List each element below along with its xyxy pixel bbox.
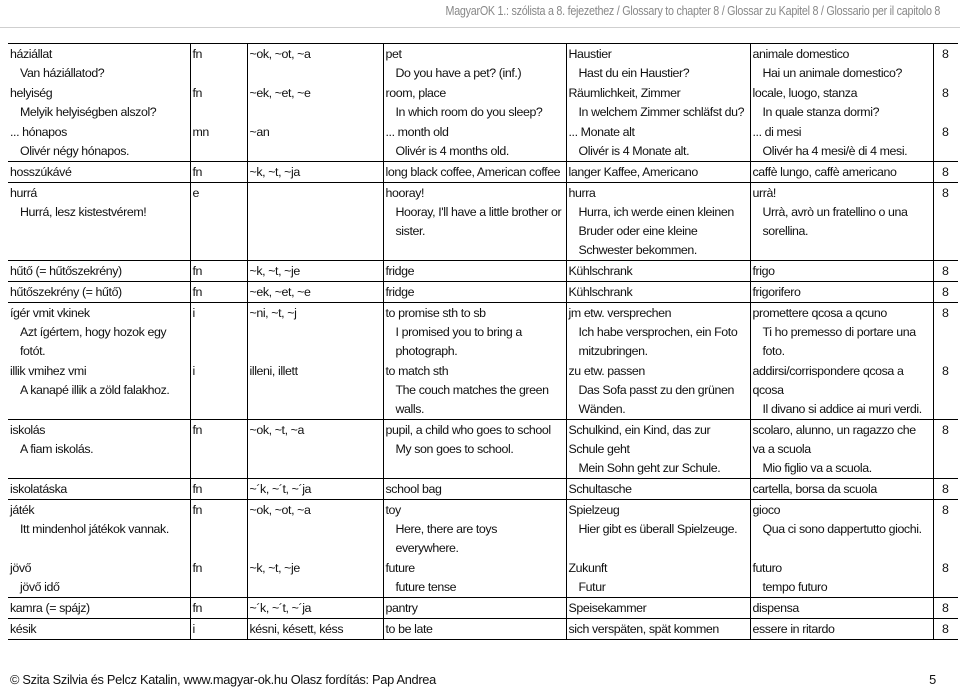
english-term: pet — [385, 47, 402, 61]
cell-forms — [247, 598, 383, 619]
cell-italian — [750, 44, 933, 84]
english-example: Do you have a pet? (inf.) — [395, 66, 522, 80]
part-of-speech-term: fn — [192, 561, 203, 575]
italian-term: scolaro, alunno, un ragazzo che va a scuola — [752, 423, 916, 456]
hungarian-term: ígér vmit vkinek — [10, 306, 90, 320]
cell-part-of-speech — [190, 122, 247, 162]
italian-term: essere in ritardo — [752, 622, 835, 636]
chapter-term: 8 — [942, 601, 949, 615]
cell-english — [383, 303, 566, 362]
cell-forms — [247, 83, 383, 122]
part-of-speech-term: fn — [192, 601, 203, 615]
hungarian-example: Melyik helyiségben alszol? — [20, 105, 157, 119]
german-example: Ich habe versprochen, ein Foto mitzubringen. — [578, 325, 738, 358]
english-term: to match sth — [385, 364, 449, 378]
german-term: jm etw. versprechen — [568, 306, 672, 320]
table-row — [8, 303, 958, 362]
forms-term: ~ok, ~t, ~a — [249, 423, 304, 437]
cell-chapter — [933, 261, 958, 282]
hungarian-example: Itt mindenhol játékok vannak. — [20, 522, 169, 536]
german-term: sich verspäten, spät kommen — [568, 622, 719, 636]
table-row — [8, 183, 958, 261]
table-row — [8, 598, 958, 619]
cell-chapter — [933, 500, 958, 559]
english-term: future — [385, 561, 415, 575]
part-of-speech-term: e — [192, 186, 199, 200]
german-example: Hier gibt es überall Spielzeuge. — [578, 522, 738, 536]
cell-english — [383, 558, 566, 598]
cell-part-of-speech — [190, 420, 247, 479]
cell-german — [566, 44, 750, 84]
forms-term: ~ek, ~et, ~e — [249, 285, 311, 299]
hungarian-term: ... hónapos — [10, 125, 67, 139]
forms-term: késni, késett, késs — [249, 622, 344, 636]
chapter-term: 8 — [942, 285, 949, 299]
chapter-term: 8 — [942, 482, 949, 496]
forms-term: ~´k, ~´t, ~´ja — [249, 601, 312, 615]
cell-italian — [750, 83, 933, 122]
cell-italian — [750, 361, 933, 420]
hungarian-term: hosszúkávé — [10, 165, 72, 179]
italian-example: Qua ci sono dappertutto giochi. — [762, 522, 922, 536]
page-footer — [10, 672, 936, 687]
chapter-term: 8 — [942, 264, 949, 278]
cell-german — [566, 500, 750, 559]
cell-german — [566, 183, 750, 261]
cell-english — [383, 500, 566, 559]
footer-translation: Olasz fordítás: Pap Andrea — [290, 672, 436, 687]
cell-forms — [247, 619, 383, 640]
german-term: Speisekammer — [568, 601, 647, 615]
hungarian-term: hurrá — [10, 186, 37, 200]
cell-forms — [247, 261, 383, 282]
german-example: Hurra, ich werde einen kleinen Bruder oder eine kleine Schwester bekommen. — [578, 205, 734, 257]
german-example: Futur — [578, 580, 606, 594]
table-row — [8, 558, 958, 598]
cell-english — [383, 44, 566, 84]
italian-example: Mio figlio va a scuola. — [762, 461, 872, 475]
cell-hungarian — [8, 598, 190, 619]
forms-term: ~k, ~t, ~ja — [249, 165, 300, 179]
hungarian-term: illik vmihez vmi — [10, 364, 87, 378]
hungarian-example: A fiam iskolás. — [20, 442, 94, 456]
english-term: fridge — [385, 285, 415, 299]
english-term: room, place — [385, 86, 446, 100]
cell-german — [566, 83, 750, 122]
cell-german — [566, 122, 750, 162]
italian-example: Urrà, avrò un fratellino o una sorellina. — [762, 205, 908, 238]
part-of-speech-term: i — [192, 364, 195, 378]
chapter-term: 8 — [942, 306, 949, 320]
english-term: ... month old — [385, 125, 449, 139]
forms-term: ~´k, ~´t, ~´ja — [249, 482, 312, 496]
forms-term: illeni, illett — [249, 364, 298, 378]
german-term: ... Monate alt — [568, 125, 635, 139]
cell-forms — [247, 479, 383, 500]
cell-chapter — [933, 420, 958, 479]
part-of-speech-term: i — [192, 622, 195, 636]
cell-forms — [247, 303, 383, 362]
cell-german — [566, 619, 750, 640]
cell-english — [383, 619, 566, 640]
cell-forms — [247, 361, 383, 420]
cell-hungarian — [8, 558, 190, 598]
table-row — [8, 619, 958, 640]
cell-hungarian — [8, 479, 190, 500]
italian-example: Hai un animale domestico? — [762, 66, 902, 80]
italian-term: promettere qcosa a qcuno — [752, 306, 887, 320]
english-example: I promised you to bring a photograph. — [395, 325, 522, 358]
cell-part-of-speech — [190, 282, 247, 303]
table-row — [8, 282, 958, 303]
italian-term: locale, luogo, stanza — [752, 86, 858, 100]
english-example: future tense — [395, 580, 457, 594]
cell-italian — [750, 303, 933, 362]
cell-english — [383, 261, 566, 282]
cell-hungarian — [8, 282, 190, 303]
italian-term: frigo — [752, 264, 775, 278]
cell-chapter — [933, 282, 958, 303]
glossary-table — [8, 43, 958, 640]
german-term: Kühlschrank — [568, 285, 633, 299]
italian-term: gioco — [752, 503, 781, 517]
hungarian-term: hűtőszekrény (= hűtő) — [10, 285, 122, 299]
cell-forms — [247, 420, 383, 479]
cell-german — [566, 282, 750, 303]
table-row — [8, 162, 958, 183]
part-of-speech-term: mn — [192, 125, 209, 139]
cell-hungarian — [8, 261, 190, 282]
cell-hungarian — [8, 122, 190, 162]
english-term: fridge — [385, 264, 415, 278]
hungarian-term: iskolás — [10, 423, 46, 437]
cell-part-of-speech — [190, 44, 247, 84]
part-of-speech-term: fn — [192, 482, 203, 496]
table-row — [8, 361, 958, 420]
cell-italian — [750, 619, 933, 640]
italian-example: Ti ho premesso di portare una foto. — [762, 325, 916, 358]
part-of-speech-term: i — [192, 306, 195, 320]
italian-example: tempo futuro — [762, 580, 828, 594]
italian-term: animale domestico — [752, 47, 850, 61]
chapter-term: 8 — [942, 364, 949, 378]
cell-german — [566, 162, 750, 183]
cell-italian — [750, 282, 933, 303]
english-example: Hooray, I'll have a little brother or sister. — [395, 205, 562, 238]
hungarian-term: háziállat — [10, 47, 52, 61]
cell-chapter — [933, 558, 958, 598]
italian-term: caffè lungo, caffè americano — [752, 165, 897, 179]
hungarian-example: Olivér négy hónapos. — [20, 144, 130, 158]
part-of-speech-term: fn — [192, 47, 203, 61]
german-example: Das Sofa passt zu den grünen Wänden. — [578, 383, 734, 416]
cell-part-of-speech — [190, 303, 247, 362]
table-row — [8, 420, 958, 479]
hungarian-example: Hurrá, lesz kistestvérem! — [20, 205, 147, 219]
cell-english — [383, 183, 566, 261]
english-term: hooray! — [385, 186, 425, 200]
english-term: school bag — [385, 482, 442, 496]
hungarian-example: Van háziállatod? — [20, 66, 105, 80]
italian-term: frigorifero — [752, 285, 801, 299]
italian-example: Il divano si addice ai muri verdi. — [762, 402, 922, 416]
hungarian-term: jövő — [10, 561, 32, 575]
italian-example: In quale stanza dormi? — [762, 105, 880, 119]
hungarian-term: késik — [10, 622, 37, 636]
english-term: pantry — [385, 601, 418, 615]
forms-term: ~ni, ~t, ~j — [249, 306, 297, 320]
copyright-icon: © — [10, 672, 20, 687]
german-term: Schulkind, ein Kind, das zur Schule geht — [568, 423, 711, 456]
chapter-term: 8 — [942, 125, 949, 139]
english-term: long black coffee, American coffee — [385, 165, 561, 179]
cell-chapter — [933, 162, 958, 183]
cell-hungarian — [8, 44, 190, 84]
cell-chapter — [933, 83, 958, 122]
cell-english — [383, 479, 566, 500]
cell-chapter — [933, 619, 958, 640]
part-of-speech-term: fn — [192, 423, 203, 437]
cell-part-of-speech — [190, 500, 247, 559]
cell-part-of-speech — [190, 598, 247, 619]
cell-german — [566, 361, 750, 420]
german-example: In welchem Zimmer schläfst du? — [578, 105, 745, 119]
english-example: Here, there are toys everywhere. — [395, 522, 498, 555]
forms-term: ~an — [249, 125, 270, 139]
chapter-term: 8 — [942, 503, 949, 517]
hungarian-example: A kanapé illik a zöld falakhoz. — [20, 383, 170, 397]
cell-english — [383, 598, 566, 619]
table-row — [8, 261, 958, 282]
cell-chapter — [933, 122, 958, 162]
cell-hungarian — [8, 303, 190, 362]
german-term: Spielzeug — [568, 503, 620, 517]
part-of-speech-term: fn — [192, 165, 203, 179]
cell-part-of-speech — [190, 361, 247, 420]
cell-german — [566, 598, 750, 619]
cell-forms — [247, 558, 383, 598]
cell-hungarian — [8, 83, 190, 122]
hungarian-term: iskolatáska — [10, 482, 67, 496]
cell-italian — [750, 162, 933, 183]
cell-english — [383, 361, 566, 420]
cell-italian — [750, 500, 933, 559]
italian-example: Olivér ha 4 mesi/è di 4 mesi. — [762, 144, 908, 158]
cell-forms — [247, 162, 383, 183]
german-example: Olivér is 4 Monate alt. — [578, 144, 690, 158]
english-example: My son goes to school. — [395, 442, 514, 456]
table-row — [8, 122, 958, 162]
page-number: 5 — [929, 672, 936, 687]
cell-chapter — [933, 183, 958, 261]
cell-chapter — [933, 303, 958, 362]
cell-italian — [750, 420, 933, 479]
part-of-speech-term: fn — [192, 503, 203, 517]
hungarian-term: helyiség — [10, 86, 53, 100]
cell-english — [383, 83, 566, 122]
hungarian-term: kamra (= spájz) — [10, 601, 90, 615]
cell-part-of-speech — [190, 162, 247, 183]
cell-hungarian — [8, 162, 190, 183]
cell-forms — [247, 500, 383, 559]
cell-chapter — [933, 479, 958, 500]
forms-term: ~ok, ~ot, ~a — [249, 503, 311, 517]
cell-chapter — [933, 361, 958, 420]
cell-hungarian — [8, 500, 190, 559]
cell-german — [566, 420, 750, 479]
cell-forms — [247, 44, 383, 84]
german-term: hurra — [568, 186, 596, 200]
cell-chapter — [933, 44, 958, 84]
italian-term: futuro — [752, 561, 782, 575]
part-of-speech-term: fn — [192, 264, 203, 278]
german-term: langer Kaffee, Americano — [568, 165, 698, 179]
chapter-term: 8 — [942, 186, 949, 200]
cell-chapter — [933, 598, 958, 619]
cell-part-of-speech — [190, 83, 247, 122]
chapter-term: 8 — [942, 561, 949, 575]
chapter-term: 8 — [942, 86, 949, 100]
forms-term: ~ek, ~et, ~e — [249, 86, 311, 100]
cell-part-of-speech — [190, 183, 247, 261]
chapter-term: 8 — [942, 622, 949, 636]
cell-english — [383, 420, 566, 479]
chapter-term: 8 — [942, 47, 949, 61]
part-of-speech-term: fn — [192, 285, 203, 299]
table-row — [8, 500, 958, 559]
cell-part-of-speech — [190, 479, 247, 500]
cell-italian — [750, 183, 933, 261]
english-example: In which room do you sleep? — [395, 105, 543, 119]
german-term: Räumlichkeit, Zimmer — [568, 86, 681, 100]
hungarian-example: jövő idő — [20, 580, 60, 594]
cell-hungarian — [8, 420, 190, 479]
chapter-term: 8 — [942, 165, 949, 179]
cell-german — [566, 303, 750, 362]
footer-authors: Szita Szilvia és Pelcz Katalin, www.magyar-ok.hu — [22, 672, 288, 687]
forms-term: ~k, ~t, ~je — [249, 561, 300, 575]
cell-english — [383, 282, 566, 303]
hungarian-example: Azt ígértem, hogy hozok egy fotót. — [20, 325, 167, 358]
english-example: Olivér is 4 months old. — [395, 144, 509, 158]
table-row — [8, 83, 958, 122]
hungarian-term: hűtő (= hűtőszekrény) — [10, 264, 122, 278]
german-term: zu etw. passen — [568, 364, 645, 378]
cell-hungarian — [8, 183, 190, 261]
german-term: Zukunft — [568, 561, 608, 575]
cell-forms — [247, 282, 383, 303]
italian-term: urrà! — [752, 186, 776, 200]
german-example: Mein Sohn geht zur Schule. — [578, 461, 721, 475]
english-example: The couch matches the green walls. — [395, 383, 549, 416]
german-example: Hast du ein Haustier? — [578, 66, 690, 80]
part-of-speech-term: fn — [192, 86, 203, 100]
cell-forms — [247, 183, 383, 261]
cell-forms — [247, 122, 383, 162]
forms-term: ~ok, ~ot, ~a — [249, 47, 311, 61]
german-term: Schultasche — [568, 482, 632, 496]
cell-italian — [750, 479, 933, 500]
german-term: Kühlschrank — [568, 264, 633, 278]
cell-english — [383, 122, 566, 162]
page-header: MagyarOK 1.: szólista a 8. fejezethez / Glossary to chapter 8 / Glossar zu Kapitel 8 / Glossario per il capitolo 8 — [445, 4, 940, 18]
cell-english — [383, 162, 566, 183]
table-row — [8, 479, 958, 500]
italian-term: cartella, borsa da scuola — [752, 482, 877, 496]
english-term: to promise sth to sb — [385, 306, 486, 320]
english-term: toy — [385, 503, 401, 517]
cell-part-of-speech — [190, 261, 247, 282]
cell-italian — [750, 558, 933, 598]
italian-term: ... di mesi — [752, 125, 802, 139]
german-term: Haustier — [568, 47, 612, 61]
cell-part-of-speech — [190, 619, 247, 640]
italian-term: dispensa — [752, 601, 799, 615]
header-divider — [0, 27, 960, 28]
cell-german — [566, 261, 750, 282]
cell-german — [566, 479, 750, 500]
cell-hungarian — [8, 361, 190, 420]
english-term: to be late — [385, 622, 433, 636]
chapter-term: 8 — [942, 423, 949, 437]
cell-part-of-speech — [190, 558, 247, 598]
cell-italian — [750, 261, 933, 282]
forms-term: ~k, ~t, ~je — [249, 264, 300, 278]
italian-term: addirsi/corrispondere qcosa a qcosa — [752, 364, 904, 397]
cell-italian — [750, 598, 933, 619]
hungarian-term: játék — [10, 503, 35, 517]
cell-german — [566, 558, 750, 598]
english-term: pupil, a child who goes to school — [385, 423, 551, 437]
cell-hungarian — [8, 619, 190, 640]
cell-italian — [750, 122, 933, 162]
table-row — [8, 44, 958, 84]
